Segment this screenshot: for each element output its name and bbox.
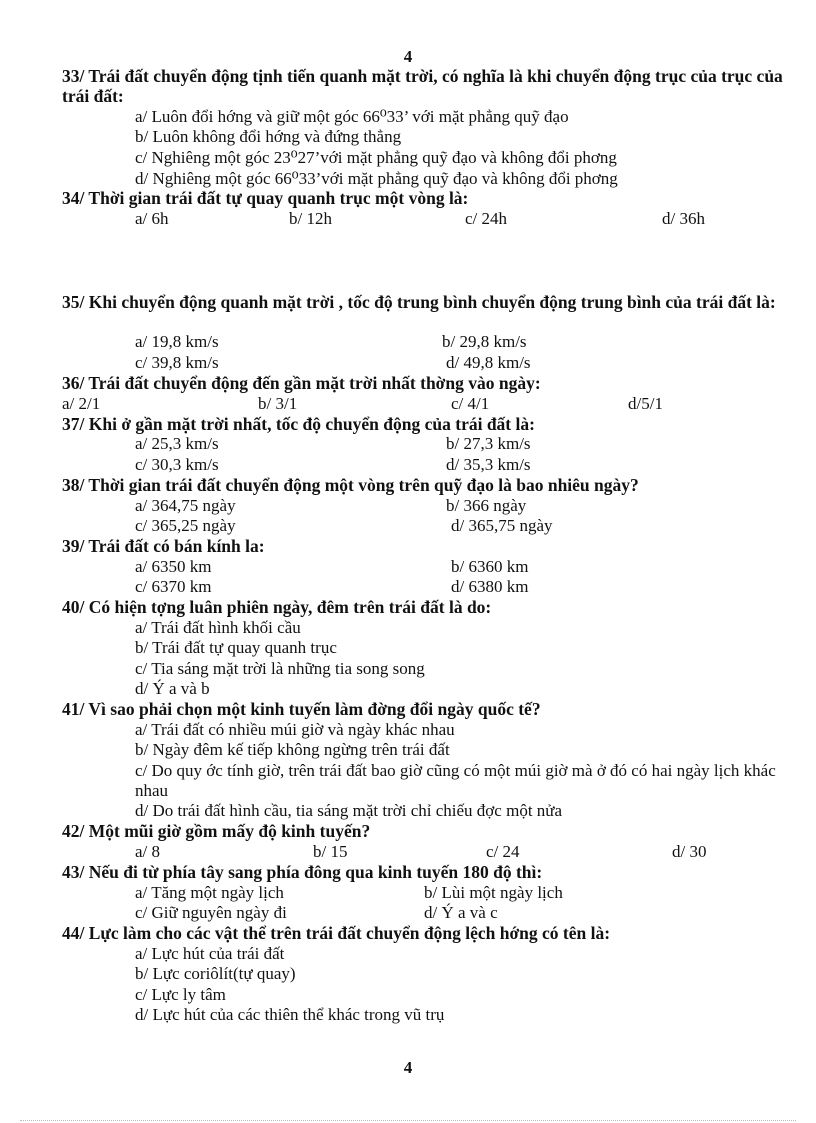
page-number-top: 4	[403, 47, 413, 66]
q37-option-c: c/ 30,3 km/s	[135, 455, 219, 474]
q43-option-d: d/ Ý a và c	[424, 903, 498, 922]
q34-option-b: b/ 12h	[289, 209, 332, 228]
question-37: 37/ Khi ở gần mặt trời nhất, tốc độ chuyển động của trái đất là:	[62, 414, 535, 434]
q41-option-c: c/ Do quy ớc tính giờ, trên trái đất bao giờ cũng có một múi giờ mà ở đó có hai ngày lịch khác nhau	[135, 761, 776, 800]
q36-option-c: c/ 4/1	[451, 394, 490, 413]
question-38: 38/ Thời gian trái đất chuyển động một vòng trên quỹ đạo là bao nhiêu ngày?	[62, 475, 639, 495]
question-44: 44/ Lực làm cho các vật thể trên trái đất chuyển động lệch hớng có tên là:	[62, 923, 611, 943]
q43-option-a: a/ Tăng một ngày lịch	[135, 883, 284, 902]
q42-option-b: b/ 15	[313, 842, 348, 861]
q44-option-a: a/ Lực hút của trái đất	[135, 944, 285, 963]
page-bottom-rule	[20, 1120, 796, 1121]
question-35: 35/ Khi chuyển động quanh mặt trời , tốc độ trung bình chuyển động trung bình của trái đất là:	[62, 292, 776, 312]
q42-option-c: c/ 24	[486, 842, 520, 861]
q41-option-a: a/ Trái đất có nhiều múi giờ và ngày khác nhau	[135, 720, 455, 739]
q40-option-c: c/ Tia sáng mặt trời là những tia song song	[135, 659, 425, 678]
question-39: 39/ Trái đất có bán kính la:	[62, 536, 265, 556]
q40-option-b: b/ Trái đất tự quay quanh trục	[135, 638, 337, 657]
q43-option-b: b/ Lùi một ngày lịch	[424, 883, 563, 902]
q44-option-b: b/ Lực coriôlít(tự quay)	[135, 964, 296, 983]
q42-option-a: a/ 8	[135, 842, 161, 861]
q35-option-b: b/ 29,8 km/s	[442, 332, 527, 351]
q33-option-c: c/ Nghiêng một góc 23⁰27’với mặt phẳng quỹ đạo và không đổi phơng	[135, 148, 617, 167]
q40-option-a: a/ Trái đất hình khối cầu	[135, 618, 301, 637]
question-40: 40/ Có hiện tợng luân phiên ngày, đêm trên trái đất là do:	[62, 597, 492, 617]
question-41: 41/ Vì sao phải chọn một kinh tuyến làm đờng đổi ngày quốc tế?	[62, 699, 541, 719]
page-number-bottom: 4	[403, 1058, 413, 1077]
q37-option-a: a/ 25,3 km/s	[135, 434, 219, 453]
question-33: 33/ Trái đất chuyển động tịnh tiến quanh mặt trời, có nghĩa là khi chuyển động trục của trục của trái đất:	[62, 66, 783, 106]
q36-option-d: d/5/1	[628, 394, 663, 413]
q40-option-d: d/ Ý a và b	[135, 679, 210, 698]
q38-option-b: b/ 366 ngày	[446, 496, 527, 515]
q39-option-d: d/ 6380 km	[451, 577, 529, 596]
q41-option-d: d/ Do trái đất hình cầu, tia sáng mặt trời chỉ chiếu đợc một nửa	[135, 801, 563, 820]
q39-option-c: c/ 6370 km	[135, 577, 212, 596]
q35-option-c: c/ 39,8 km/s	[135, 353, 219, 372]
q39-option-a: a/ 6350 km	[135, 557, 212, 576]
question-43: 43/ Nếu đi từ phía tây sang phía đông qua kinh tuyến 180 độ thì:	[62, 862, 543, 882]
q42-option-d: d/ 30	[672, 842, 707, 861]
q33-option-d: d/ Nghiêng một góc 66⁰33’với mặt phẳng quỹ đạo và không đổi phơng	[135, 169, 618, 188]
q44-option-c: c/ Lực ly tâm	[135, 985, 226, 1004]
q35-option-d: d/ 49,8 km/s	[446, 353, 531, 372]
q38-option-d: d/ 365,75 ngày	[451, 516, 553, 535]
q34-option-d: d/ 36h	[662, 209, 705, 228]
q38-option-c: c/ 365,25 ngày	[135, 516, 236, 535]
q33-option-a: a/ Luôn đổi hớng và giữ một góc 66⁰33’ với mặt phẳng quỹ đạo	[135, 107, 569, 126]
q36-option-b: b/ 3/1	[258, 394, 298, 413]
q38-option-a: a/ 364,75 ngày	[135, 496, 236, 515]
q34-option-a: a/ 6h	[135, 209, 169, 228]
q41-option-b: b/ Ngày đêm kế tiếp không ngừng trên trái đất	[135, 740, 450, 759]
q37-option-b: b/ 27,3 km/s	[446, 434, 531, 453]
q35-option-a: a/ 19,8 km/s	[135, 332, 219, 351]
q33-option-b: b/ Luôn không đổi hớng và đứng thẳng	[135, 127, 402, 146]
q37-option-d: d/ 35,3 km/s	[446, 455, 531, 474]
q39-option-b: b/ 6360 km	[451, 557, 529, 576]
q44-option-d: d/ Lực hút của các thiên thể khác trong vũ trụ	[135, 1005, 445, 1024]
q43-option-c: c/ Giữ nguyên ngày đi	[135, 903, 287, 922]
question-42: 42/ Một mũi giờ gồm mấy độ kinh tuyến?	[62, 821, 371, 841]
q34-option-c: c/ 24h	[465, 209, 508, 228]
question-34: 34/ Thời gian trái đất tự quay quanh trục một vòng là:	[62, 188, 469, 208]
q36-option-a: a/ 2/1	[62, 394, 101, 413]
question-36: 36/ Trái đất chuyển động đến gần mặt trời nhất thờng vào ngày:	[62, 373, 541, 393]
